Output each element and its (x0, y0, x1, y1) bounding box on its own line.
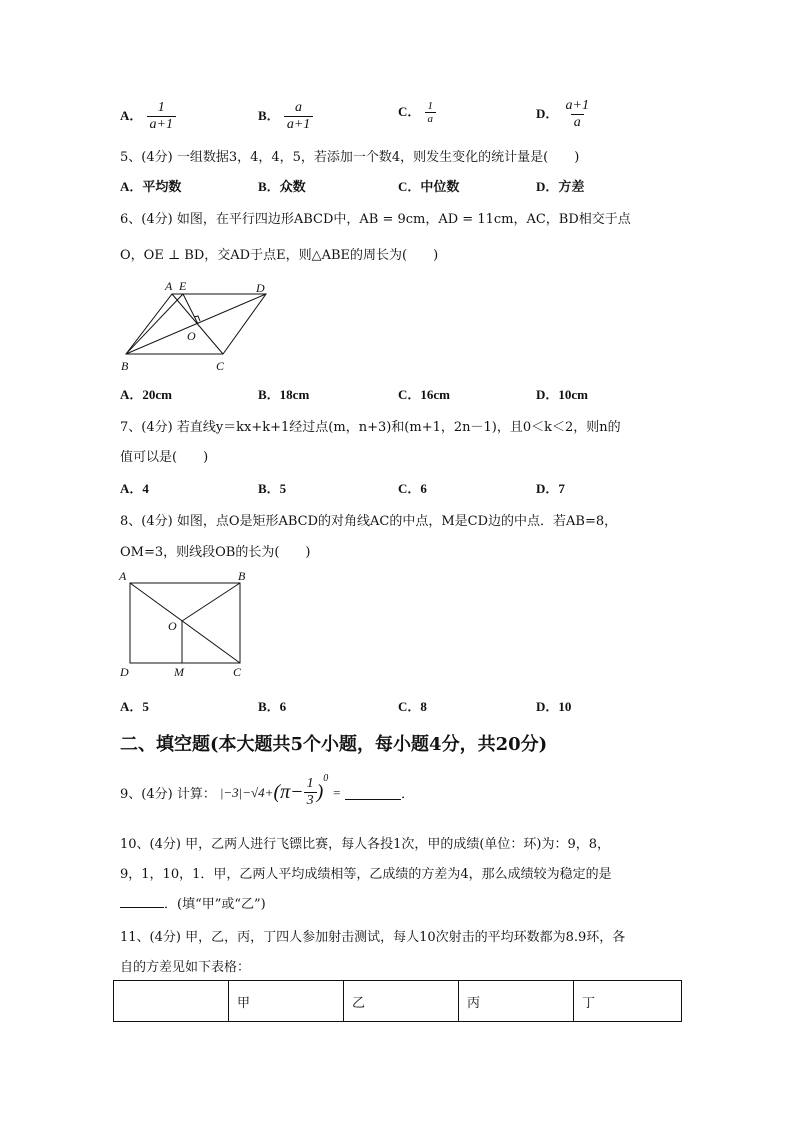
table-header-ding: 丁 (574, 981, 682, 1022)
q6-parallelogram-figure (115, 276, 275, 376)
q8-stem-line2: OM=3，则线段OB的长为( ) (120, 545, 311, 560)
q4-option-a-label: A． (120, 108, 143, 123)
q11-line2: 自的方差见如下表格： (120, 960, 251, 975)
q9-equals: = (332, 784, 342, 800)
q5-option-c: C．中位数 (398, 179, 460, 194)
q9-suffix: ． (401, 787, 415, 802)
q9-prefix: 9、(4分) 计算： (120, 787, 216, 802)
label-m: M (174, 665, 184, 679)
q9-paren-right: ) (316, 781, 324, 803)
q7-stem-line1: 7、(4分) 若直线y＝kx+k+1经过点(m，n+3)和(m+1，2n－1)，且0＜k＜2，则n的 (120, 420, 621, 435)
table-header-bing: 丙 (459, 981, 574, 1022)
label-d: D (256, 281, 265, 295)
q8-option-a: A．5 (120, 699, 149, 714)
q10-answer-blank[interactable] (120, 893, 164, 908)
label-o: O (168, 619, 177, 633)
q7-option-c: C．6 (398, 481, 427, 496)
q6-option-a: A．20cm (120, 387, 172, 402)
q8-option-c: C．8 (398, 699, 427, 714)
q8-option-b: B．6 (258, 699, 287, 714)
label-d: D (120, 665, 129, 679)
section-2-title: 二、填空题(本大题共5个小题，每小题4分，共20分) (120, 734, 548, 755)
q9-paren-left: (π− (273, 781, 304, 803)
q4-option-a-fraction: $\frac{1}{a+1}$ (147, 100, 176, 133)
q7-option-b: B．5 (258, 481, 287, 496)
table-cell-corner (114, 981, 229, 1022)
q7-option-a: A．4 (120, 481, 149, 496)
q6-option-b: B．18cm (258, 387, 310, 402)
q8-rectangle-figure (116, 568, 256, 680)
q4-option-b (258, 100, 313, 133)
q6-option-c: C．16cm (398, 387, 450, 402)
q4-option-d-fraction: $\frac{a+1}{a}$ (565, 98, 589, 130)
q4-option-b-label: B． (258, 108, 280, 123)
q5-stem: 5、(4分) 一组数据3，4，4，5，若添加一个数4，则发生变化的统计量是( ) (120, 150, 580, 165)
label-a: A (165, 279, 173, 293)
q11-line1: 11、(4分) 甲，乙，丙，丁四人参加射击测试，每人10次射击的平均环数都为8.9环，各 (120, 930, 626, 945)
table-header-yi: 乙 (344, 981, 459, 1022)
q8-option-d: D．10 (536, 699, 572, 714)
q9-line (120, 773, 415, 809)
diagonal-ac (130, 583, 240, 663)
q9-fraction: $\frac{1}{3}$ (304, 776, 317, 809)
table-row (114, 981, 682, 1022)
q9-exponent: 0 (323, 773, 329, 784)
q8-stem-line1: 8、(4分) 如图，点O是矩形ABCD的对角线AC的中点，M是CD边的中点．若AB=8， (120, 514, 618, 529)
q11-variance-table (113, 980, 682, 1022)
label-b: B (238, 569, 246, 583)
q10-line2: 9，1，10，1．甲，乙两人平均成绩相等，乙成绩的方差为4，那么成绩较为稳定的是 (120, 867, 612, 882)
q6-option-d: D．10cm (536, 387, 588, 402)
q9-answer-blank[interactable] (345, 785, 401, 800)
q4-option-c-label: C． (398, 104, 421, 119)
q4-option-d (536, 98, 592, 131)
q4-option-c-fraction: $\frac{1}{a}$ (425, 100, 437, 125)
q10-line3-text: ．(填“甲”或“乙”) (164, 897, 266, 912)
q5-option-d: D．方差 (536, 179, 585, 194)
segment-be (126, 294, 183, 354)
q9-expr-a: |−3|−√4+ (219, 784, 274, 800)
q4-option-c (398, 100, 436, 125)
segment-ob (182, 583, 240, 621)
label-c: C (216, 359, 225, 373)
q7-option-d: D．7 (536, 481, 565, 496)
label-c: C (233, 665, 242, 679)
q4-option-a (120, 100, 176, 133)
q4-option-b-fraction: $\frac{a}{a+1}$ (284, 100, 313, 133)
q10-line3 (120, 893, 266, 912)
q4-option-d-label: D． (536, 106, 559, 121)
q6-stem-line1: 6、(4分) 如图，在平行四边形ABCD中，AB = 9cm，AD = 11cm，AC，BD相交于点 (120, 212, 631, 227)
label-b: B (121, 359, 129, 373)
q7-stem-line2: 值可以是( ) (120, 450, 209, 465)
label-e: E (179, 279, 187, 293)
q5-option-a: A．平均数 (120, 179, 182, 194)
q10-line1: 10、(4分) 甲，乙两人进行飞镖比赛，每人各投1次，甲的成绩(单位：环)为：9，8， (120, 837, 611, 852)
table-header-jia: 甲 (229, 981, 344, 1022)
label-o: O (187, 329, 196, 343)
q6-stem-line2: O，OE ⊥ BD，交AD于点E，则△ABE的周长为( ) (120, 248, 439, 263)
label-a: A (119, 569, 127, 583)
q5-option-b: B．众数 (258, 179, 306, 194)
